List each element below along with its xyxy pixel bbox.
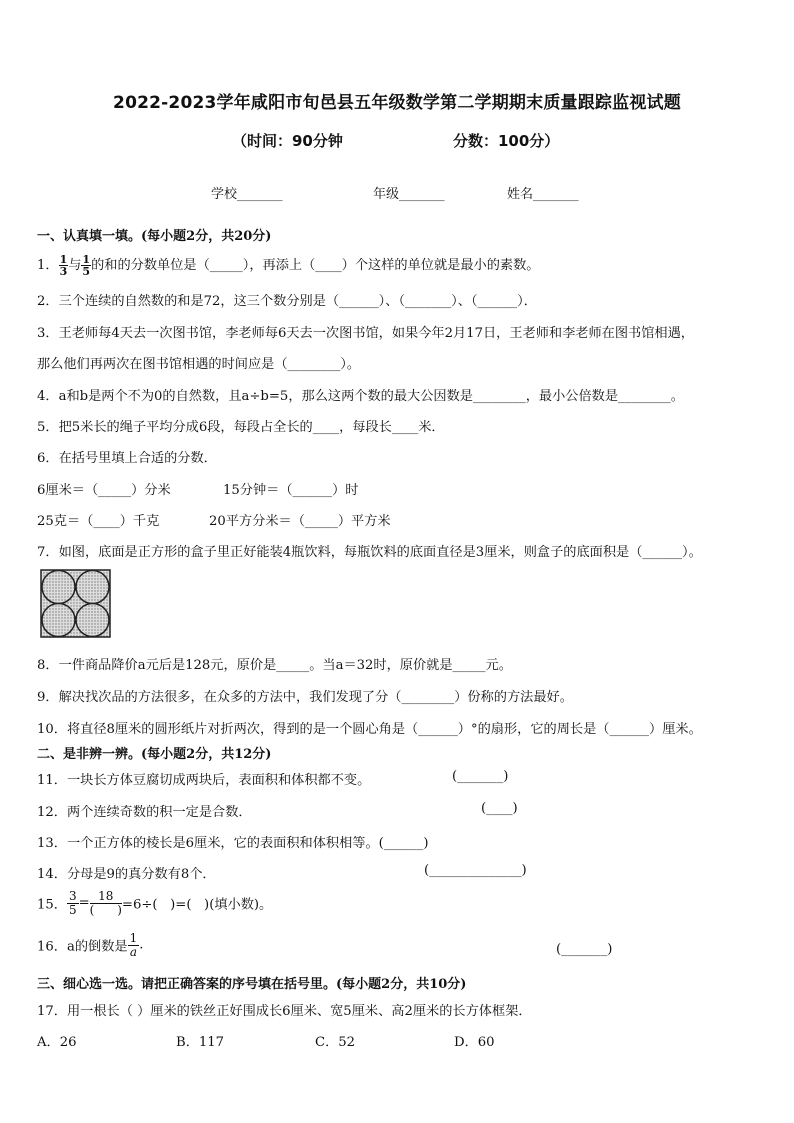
question-6b: 15分钟＝（______）时	[223, 483, 359, 498]
q16-numerator: 1	[129, 931, 138, 945]
question-17: 17．用一根长（ ）厘米的铁丝正好围成长6厘米、宽5厘米、高2厘米的长方体框架．	[37, 1004, 532, 1019]
question-11: 11．一块长方体豆腐切成两块后，表面积和体积都不变。	[37, 773, 371, 788]
school-field: 学校_______	[211, 187, 283, 202]
q1-f2-denominator: 5	[82, 265, 91, 278]
exam-score: 分数：100分）	[453, 132, 560, 150]
page-title: 2022-2023学年咸阳市旬邑县五年级数学第二学期期末质量跟踪监视试题	[113, 93, 681, 113]
q16-end: .	[139, 937, 144, 953]
q1-number: 1．	[37, 258, 59, 273]
bottle-circle	[76, 571, 109, 604]
question-4: 4．a和b是两个不为0的自然数，且a÷b=5，那么这两个数的最大公因数是________，最小公倍数是________。	[37, 389, 684, 404]
question-1	[37, 254, 539, 277]
fraction-one-third	[59, 254, 69, 277]
question-7: 7．如图，底面是正方形的盒子里正好能装4瓶饮料，每瓶饮料的底面直径是3厘米，则盒子的底面积是（______）。	[37, 545, 702, 560]
question-15	[37, 890, 272, 916]
question-6: 6．在括号里填上合适的分数．	[37, 451, 217, 466]
bottle-circle	[76, 604, 109, 637]
q15-f2-numerator: 18	[90, 890, 122, 904]
section-2-heading: 二、是非辨一辨。(每小题2分，共12分)	[37, 747, 272, 762]
exam-time: （时间：90分钟	[232, 132, 343, 150]
question-5: 5．把5米长的绳子平均分成6段，每段占全长的____，每段长____米．	[37, 420, 445, 435]
option-c: C．52	[315, 1035, 356, 1050]
section-3-heading: 三、细心选一选。请把正确答案的序号填在括号里。(每小题2分，共10分)	[37, 977, 467, 992]
fraction-one-fifth	[81, 254, 91, 277]
fraction-one-over-a	[128, 932, 140, 958]
grade-field: 年级_______	[373, 187, 445, 202]
bottle-circle	[42, 604, 75, 637]
q15-f2-denominator: ( )	[89, 902, 122, 917]
section-1-heading: 一、认真填一填。(每小题2分，共20分)	[37, 229, 272, 244]
q15-numerator: 3	[68, 889, 77, 903]
q15-rest: =6÷( )=( )(填小数)。	[121, 897, 273, 913]
question-6d: 20平方分米＝（_____）平方米	[209, 514, 391, 529]
q1-f1-denominator: 3	[59, 265, 68, 278]
option-b: B．117	[176, 1035, 225, 1050]
q16-denominator: a	[129, 944, 137, 959]
q14-answer-blank: (______________)	[424, 863, 527, 878]
box-four-bottles-figure	[40, 569, 112, 639]
question-12: 12．两个连续奇数的积一定是合数．	[37, 805, 252, 820]
q15-number: 15．	[37, 897, 67, 913]
q16-text: 16．a的倒数是	[37, 939, 128, 955]
q11-answer-blank: (_______)	[452, 769, 509, 784]
q15-equals: =	[78, 895, 90, 911]
q1-f2-numerator: 1	[82, 253, 91, 266]
question-9: 9．解决找次品的方法很多，在众多的方法中，我们发现了分（________）份称的方法最好。	[37, 690, 573, 705]
q12-answer-blank: (____)	[481, 801, 518, 816]
question-6a: 6厘米＝（_____）分米	[37, 483, 171, 498]
question-6c: 25克＝（____）千克	[37, 514, 160, 529]
question-14: 14．分母是9的真分数有8个．	[37, 867, 216, 882]
name-field: 姓名_______	[507, 187, 579, 202]
q15-denominator: 5	[68, 902, 77, 917]
q1-mid: 与	[68, 258, 82, 273]
question-10: 10．将直径8厘米的圆形纸片对折两次，得到的是一个圆心角是（______）°的扇形，它的周长是（______）厘米。	[37, 722, 702, 737]
q16-answer-blank: (_______)	[556, 942, 613, 957]
option-d: D．60	[454, 1035, 495, 1050]
question-2: 2．三个连续的自然数的和是72，这三个数分别是（______）、（_______）、（______）．	[37, 294, 537, 309]
bottle-circle	[42, 571, 75, 604]
question-3-line-2: 那么他们再两次在图书馆相遇的时间应是（________）。	[37, 357, 361, 372]
option-a: A．26	[37, 1035, 77, 1050]
question-13: 13．一个正方体的棱长是6厘米，它的表面积和体积相等。(______)	[37, 836, 429, 851]
q1-f1-numerator: 1	[59, 253, 68, 266]
question-16	[37, 932, 143, 958]
fraction-three-fifths	[67, 890, 79, 916]
question-8: 8．一件商品降价a元后是128元，原价是_____。当a＝32时，原价就是_____元。	[37, 658, 512, 673]
q1-text: 的和的分数单位是（_____），再添上（____）个这样的单位就是最小的素数。	[91, 258, 540, 273]
question-3-line-1: 3．王老师每4天去一次图书馆，李老师每6天去一次图书馆，如果今年2月17日，王老师和李老师在图书馆相遇，	[37, 326, 694, 341]
fraction-18-over-blank	[90, 890, 122, 916]
